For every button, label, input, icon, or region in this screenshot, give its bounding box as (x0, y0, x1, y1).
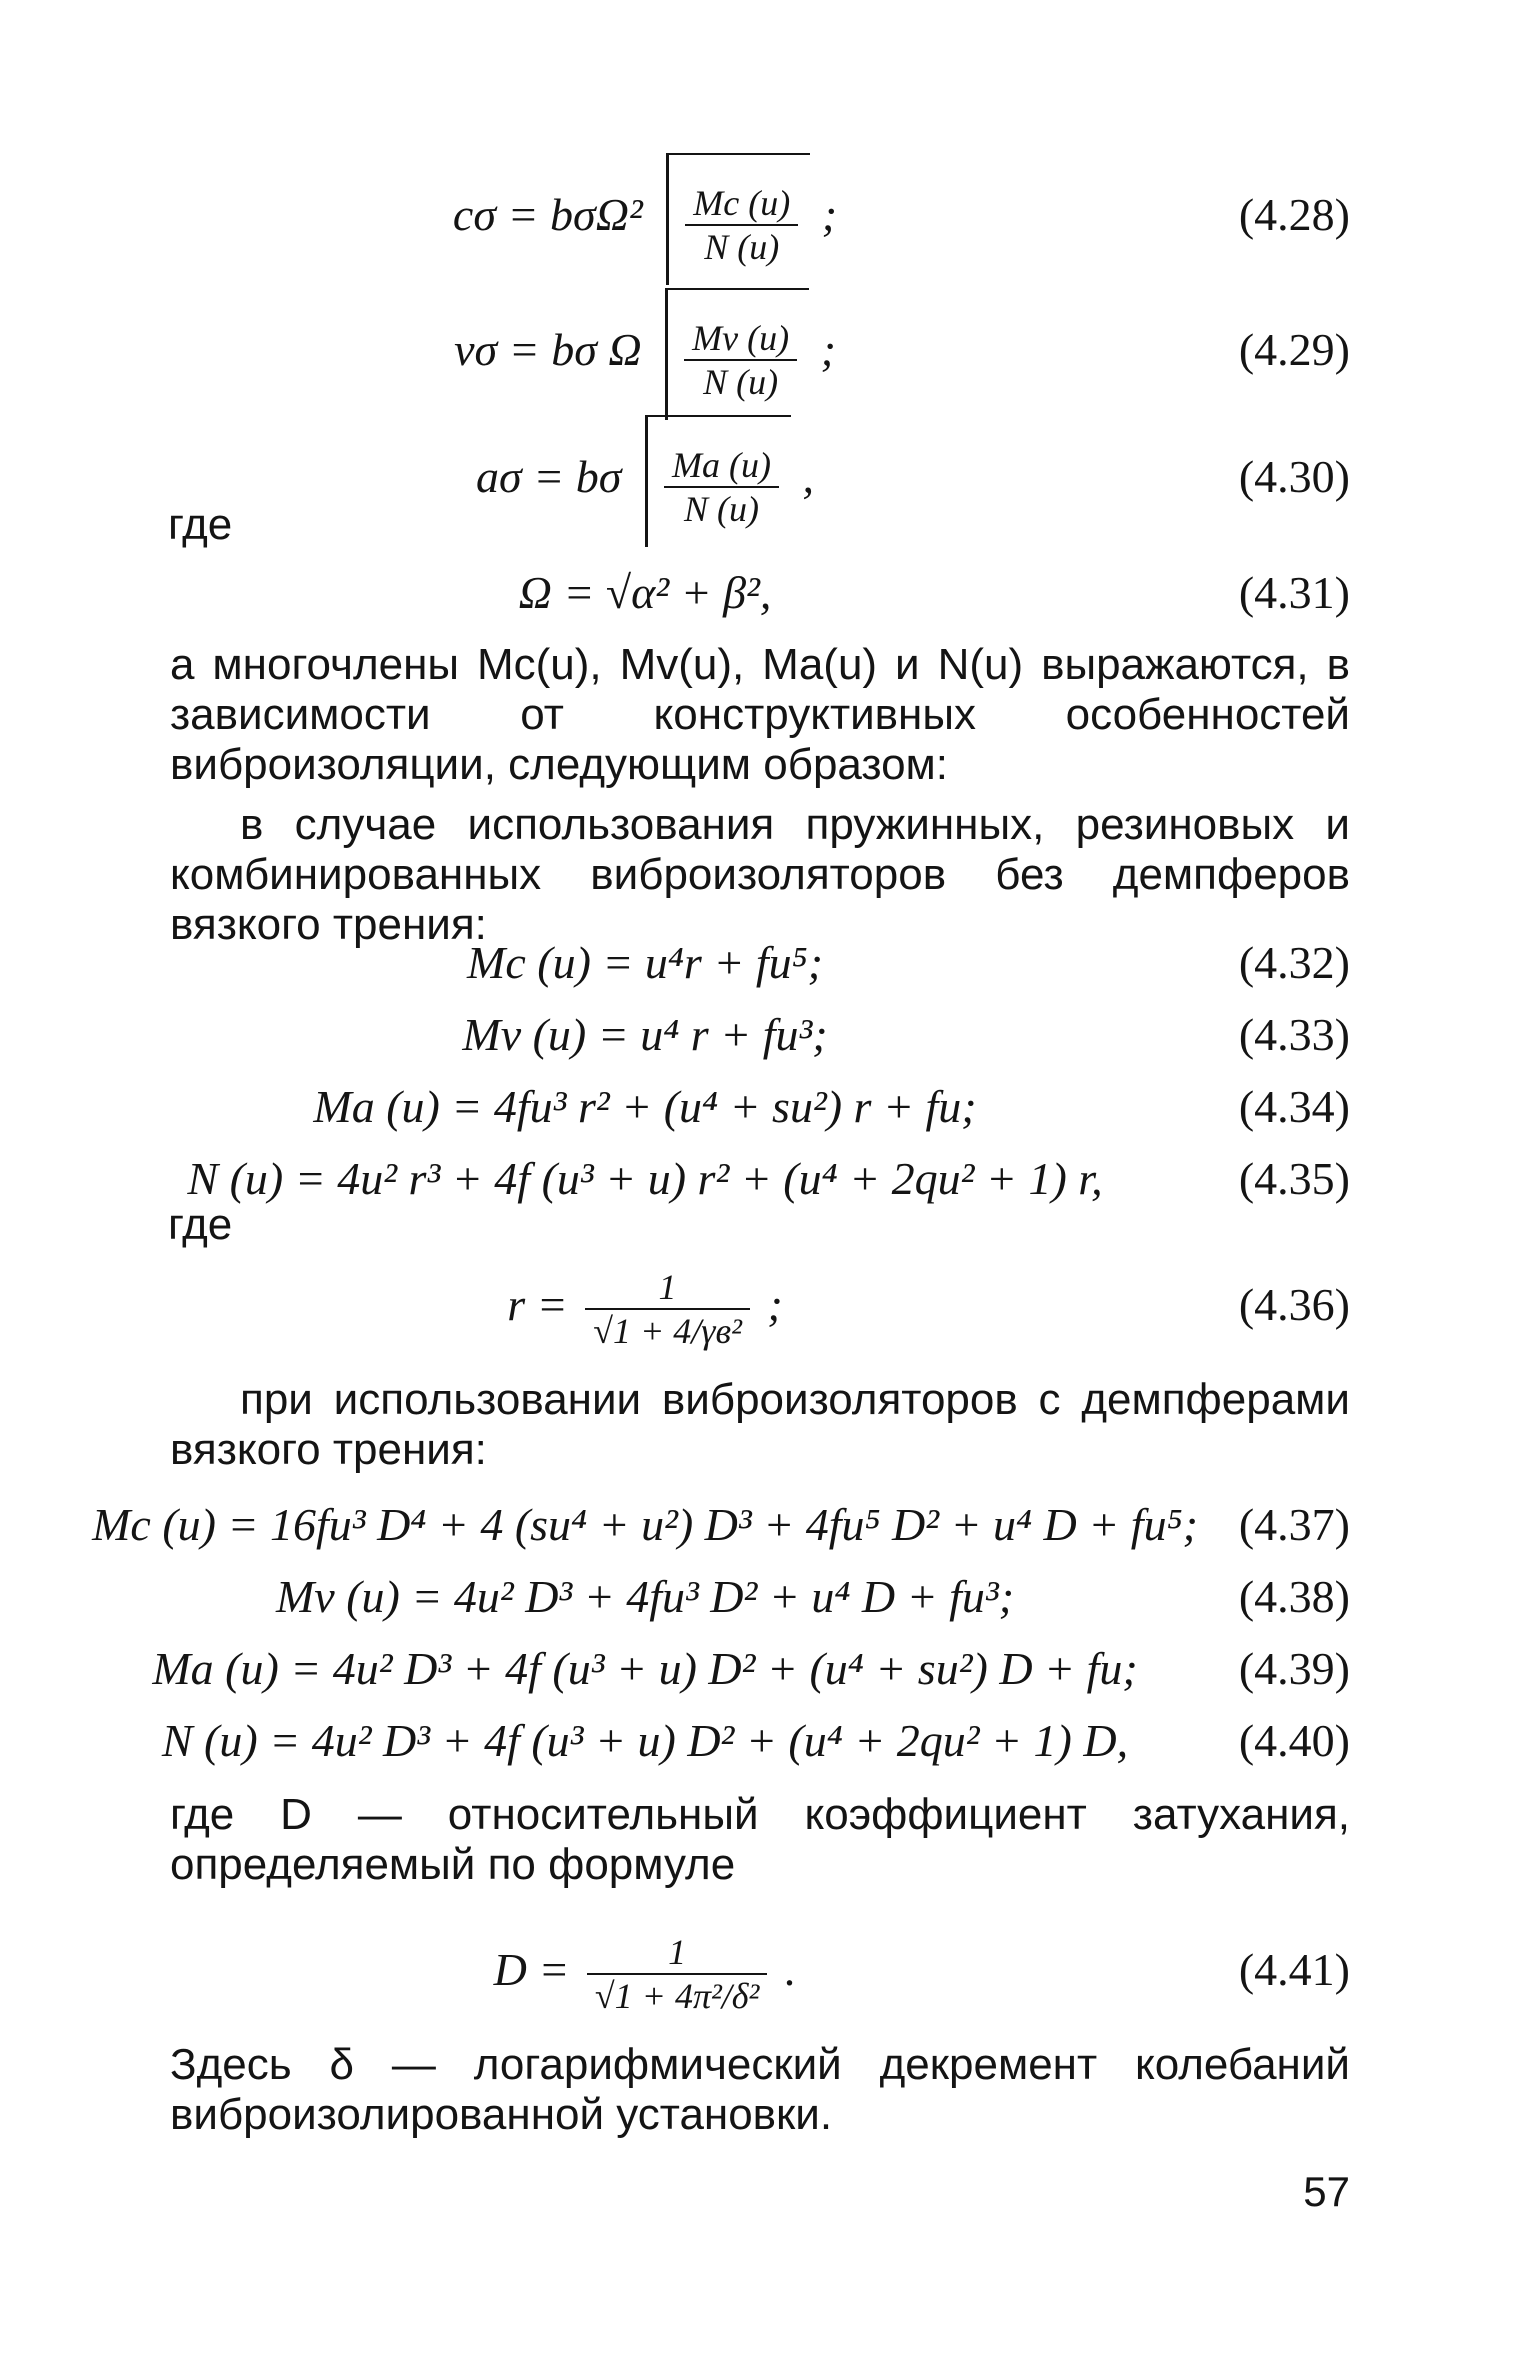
equation-body: N (u) = 4u² r³ + 4f (u³ + u) r² + (u⁴ + 2qu² + 1) r, (187, 1153, 1103, 1204)
fraction (585, 1266, 750, 1352)
equation-body: Ω = √α² + β², (518, 567, 772, 618)
denominator: √1 + 4/γв² (585, 1308, 750, 1352)
equation-body: Mv (u) = u⁴ r + fu³; (462, 1009, 828, 1060)
equation-number: (4.30) (1238, 451, 1350, 502)
fraction (587, 1931, 767, 2017)
page-number: 57 (1303, 2168, 1350, 2215)
equation-lhs: cσ = bσΩ² (452, 189, 643, 240)
equation-number: (4.33) (1238, 1009, 1350, 1060)
equation-4-29 (0, 285, 1536, 415)
equation-lhs: aσ = bσ (476, 451, 622, 502)
equation-number: (4.32) (1238, 937, 1350, 988)
paragraph-log-decrement: Здесь δ — логарифмический декремент колебаний виброизолированной установки. (170, 2040, 1350, 2139)
numerator: Ma (u) (671, 444, 771, 485)
sqrt-symbol (645, 415, 791, 547)
numerator: Mv (u) (692, 317, 790, 358)
denominator: N (u) (684, 359, 797, 403)
equation-number: (4.28) (1238, 189, 1350, 240)
equation-number: (4.29) (1238, 324, 1350, 375)
equation-number: (4.39) (1238, 1643, 1350, 1694)
paragraph-case-no-dampers: в случае использования пружинных, резиновых и комбинированных виброизоляторов без демпферов вязкого трения: (170, 800, 1350, 949)
equation-tail: . (784, 1944, 797, 1995)
equation-tail: ; (821, 189, 838, 240)
equation-number: (4.31) (1238, 567, 1350, 618)
equation-number: (4.41) (1238, 1944, 1350, 1995)
equation-lhs: D = (493, 1944, 570, 1995)
paragraph-case-with-dampers: при использовании виброизоляторов с демпферами вязкого трения: (170, 1375, 1350, 1474)
fraction (684, 317, 797, 403)
equation-body: Mc (u) = 16fu³ D⁴ + 4 (su⁴ + u²) D³ + 4fu⁵ D² + u⁴ D + fu⁵; (92, 1499, 1198, 1550)
numerator: 1 (658, 1267, 677, 1308)
equation-number: (4.35) (1238, 1153, 1350, 1204)
paragraph-polynomials: а многочлены Mc(u), Mv(u), Ma(u) и N(u) выражаются, в зависимости от конструктивных особенностей виброизоляции, следующим образом: (170, 640, 1350, 789)
equation-number: (4.36) (1238, 1279, 1350, 1330)
where-label: где (168, 1200, 233, 1249)
where-label: где (168, 500, 233, 549)
numerator: 1 (668, 1932, 687, 1973)
denominator: N (u) (664, 486, 779, 530)
equation-4-41 (0, 1905, 1536, 2035)
fraction (664, 444, 779, 530)
equation-body: Mv (u) = 4u² D³ + 4fu³ D² + u⁴ D + fu³; (275, 1571, 1015, 1622)
equation-4-31 (0, 548, 1536, 638)
equation-body: Mc (u) = u⁴r + fu⁵; (467, 937, 823, 988)
equation-tail: ; (767, 1279, 783, 1330)
sqrt-symbol (665, 288, 809, 420)
sqrt-symbol (666, 153, 810, 285)
equation-body: Ma (u) = 4u² D³ + 4f (u³ + u) D² + (u⁴ + su²) D + fu; (152, 1643, 1138, 1694)
equation-number: (4.34) (1238, 1081, 1350, 1132)
denominator: N (u) (685, 224, 798, 268)
equation-lhs: vσ = bσ Ω (454, 324, 642, 375)
equation-number: (4.38) (1238, 1571, 1350, 1622)
equation-number: (4.40) (1238, 1715, 1350, 1766)
equation-tail: , (802, 451, 814, 502)
denominator: √1 + 4π²/δ² (587, 1973, 767, 2017)
numerator: Mc (u) (693, 182, 791, 223)
fraction (685, 182, 798, 268)
equation-body: Ma (u) = 4fu³ r² + (u⁴ + su²) r + fu; (313, 1081, 977, 1132)
equation-body: N (u) = 4u² D³ + 4f (u³ + u) D² + (u⁴ + 2qu² + 1) D, (161, 1715, 1129, 1766)
equation-4-40 (0, 1696, 1536, 1786)
equation-lhs: r = (507, 1279, 568, 1330)
equation-tail: ; (820, 324, 836, 375)
equation-number: (4.37) (1238, 1499, 1350, 1550)
paragraph-damping-definition: где D — относительный коэффициент затухания, определяемый по формуле (170, 1790, 1350, 1889)
equation-4-28 (0, 150, 1536, 280)
equation-4-36 (0, 1240, 1536, 1370)
